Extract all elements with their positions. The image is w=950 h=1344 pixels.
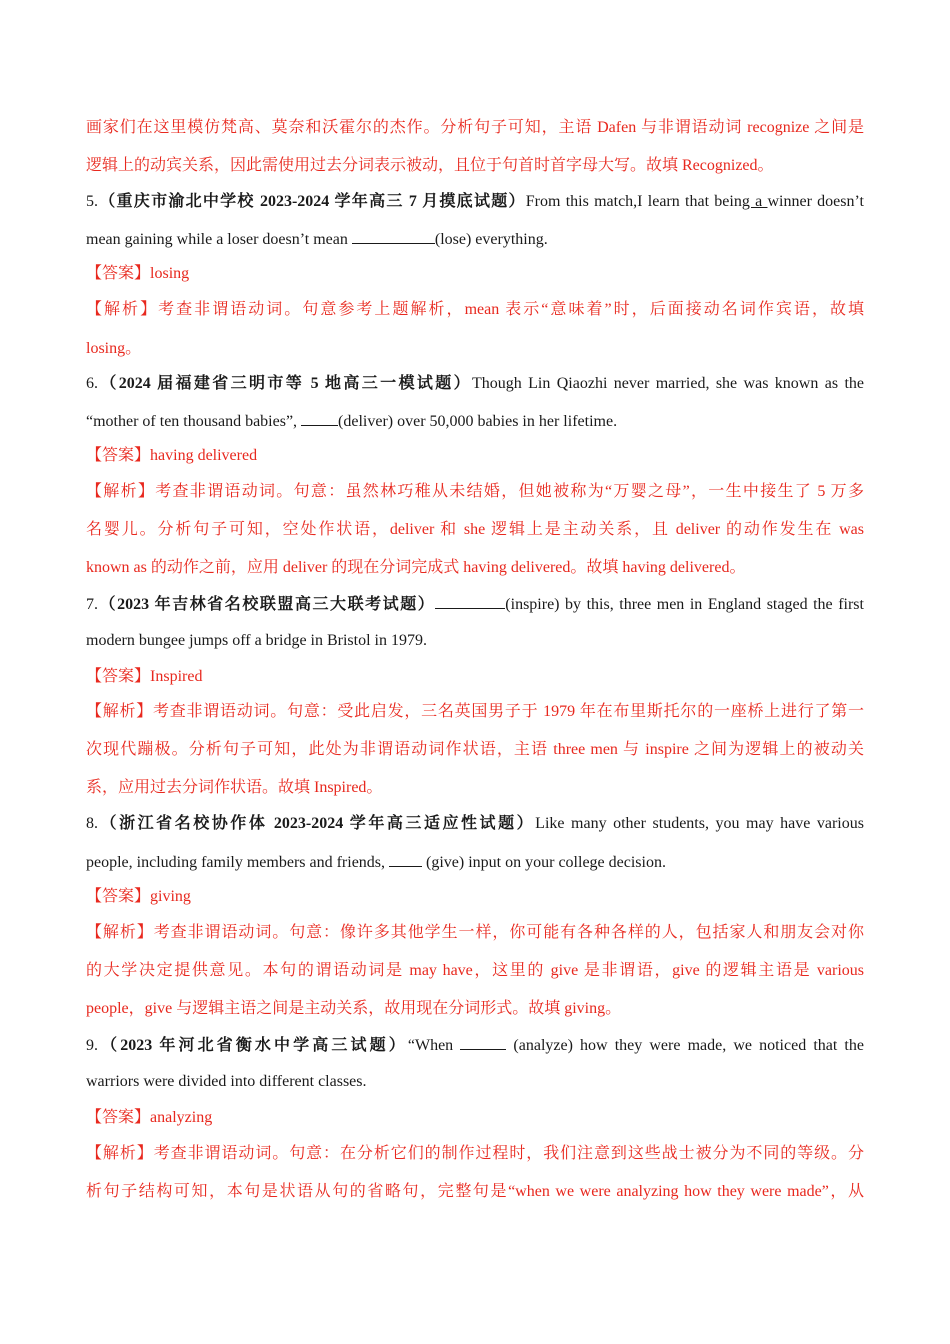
q5-question-line-2 [86,229,864,250]
q9-answer-label: 【答案】 [86,1109,151,1126]
q7-analysis-line-2: 次现代蹦极。分析句子可知，此处为非谓语动词作状语，主语 three men 与 inspire 之间为逻辑上的被动关 [86,741,864,758]
q9-question-line-1 [86,1035,864,1056]
q8-number: 8. [86,815,98,832]
q6-text-2a: “mother of ten thousand babies”, [86,413,302,430]
q6-analysis-line-1: 【解析】考查非谓语动词。句意：虽然林巧稚从未结婚，但她被称为“万婴之母”，一生中接生了 5 万多 [86,483,864,500]
q6-analysis-line-3: known as 的动作之前，应用 deliver 的现在分词完成式 having delivered。故填 having delivered。 [86,559,746,576]
q8-answer-blank[interactable] [389,852,422,867]
q8-text-2a: people, including family members and friends, [86,854,390,871]
q7-text-1: (inspire) by this, three men in England staged the first [505,596,864,613]
q5-text-1c: winner doesn’t [767,193,864,210]
q8-answer-value: giving [150,888,191,905]
q6-text-1: Though Lin Qiaozhi never married, she was known as the [472,375,864,392]
q8-analysis-line-3: people，give 与逻辑主语之间是主动关系，故用现在分词形式。故填 giving。 [86,1000,622,1017]
q6-source: （2024 届福建省三明市等 5 地高三一模试题） [98,375,472,392]
q5-question-line-1 [86,192,864,212]
q5-source: （重庆市渝北中学校 2023-2024 学年高三 7 月摸底试题） [98,193,526,210]
q9-question-line-2: warriors were divided into different classes. [86,1073,367,1090]
q5-answer [86,264,864,284]
q5-answer-label: 【答案】 [86,265,151,282]
q5-text-1a: From this match,I learn that bein [525,193,742,210]
q6-answer [86,446,864,466]
q9-answer-value: analyzing [150,1109,213,1126]
q7-source: （2023 年吉林省名校联盟高三大联考试题） [98,596,436,613]
q9-analysis-line-1: 【解析】考查非谓语动词。句意：在分析它们的制作过程时，我们注意到这些战士被分为不同的等级。分 [86,1145,864,1162]
q9-analysis-line-2: 析句子结构可知，本句是状语从句的省略句，完整句是“when we were analyzing how they were made”，从 [86,1183,864,1200]
q7-answer [86,667,864,687]
q5-analysis-line-1: 【解析】考查非谓语动词。句意参考上题解析，mean 表示“意味着”时，后面接动名词作宾语，故填 [86,301,864,318]
q9-answer-blank[interactable] [460,1035,506,1050]
q7-question-line-1 [86,594,864,615]
q9-number: 9. [86,1037,98,1054]
q9-text-1a: “When [407,1037,461,1054]
q5-answer-blank[interactable] [352,229,435,244]
q4-analysis-line-1: 画家们在这里模仿梵高、莫奈和沃霍尔的杰作。分析句子可知，主语 Dafen 与非谓语动词 recognize 之间是 [86,119,864,136]
q5-text-2a: mean gaining while a loser doesn’t mean [86,231,352,248]
q7-analysis-line-1: 【解析】考查非谓语动词。句意：受此启发，三名英国男子于 1979 年在布里斯托尔的一座桥上进行了第一 [86,703,864,720]
q8-source: （浙江省名校协作体 2023-2024 学年高三适应性试题） [98,815,536,832]
q7-answer-label: 【答案】 [86,668,151,685]
q9-answer [86,1108,864,1128]
q5-analysis-line-2: losing。 [86,340,142,357]
q7-question-line-2: modern bungee jumps off a bridge in Bristol in 1979. [86,632,427,649]
q6-question-line-2 [86,411,864,432]
q6-answer-label: 【答案】 [86,447,151,464]
q8-answer-label: 【答案】 [86,888,151,905]
q9-text-1b: (analyze) how they were made, we noticed that the [506,1037,864,1054]
q8-answer [86,887,864,907]
q7-analysis-line-3: 系，应用过去分词作状语。故填 Inspired。 [86,779,383,796]
q8-question-line-2 [86,852,864,873]
q8-analysis-line-1: 【解析】考查非谓语动词。句意：像许多其他学生一样，你可能有各种各样的人，包括家人和朋友会对你 [86,924,864,941]
q8-analysis-line-2: 的大学决定提供意见。本句的谓语动词是 may have，这里的 give 是非谓语，give 的逻辑主语是 various [86,962,864,979]
q6-number: 6. [86,375,98,392]
q5-text-1b: g a [741,193,768,210]
q4-analysis-line-2: 逻辑上的动宾关系，因此需使用过去分词表示被动，且位于句首时首字母大写。故填 Recognized。 [86,157,774,174]
q9-source: （2023 年河北省衡水中学高三试题） [98,1037,408,1054]
q6-answer-blank[interactable] [301,411,338,426]
q6-answer-value: having delivered [150,447,258,464]
q6-text-2b: (deliver) over 50,000 babies in her lifetime. [338,413,618,430]
q5-number: 5. [86,193,98,210]
q5-text-2b: (lose) everything. [434,231,548,248]
q8-text-1: Like many other students, you may have various [535,815,864,832]
q7-number: 7. [86,596,98,613]
q6-analysis-line-2: 名婴儿。分析句子可知，空处作状语，deliver 和 she 逻辑上是主动关系，且 deliver 的动作发生在 was [86,521,864,538]
q5-answer-value: losing [150,265,190,282]
q7-answer-blank[interactable] [435,594,505,609]
q7-answer-value: Inspired [150,668,203,685]
q6-question-line-1 [86,374,864,394]
q8-text-2b: (give) input on your college decision. [422,854,666,871]
q8-question-line-1 [86,814,864,834]
